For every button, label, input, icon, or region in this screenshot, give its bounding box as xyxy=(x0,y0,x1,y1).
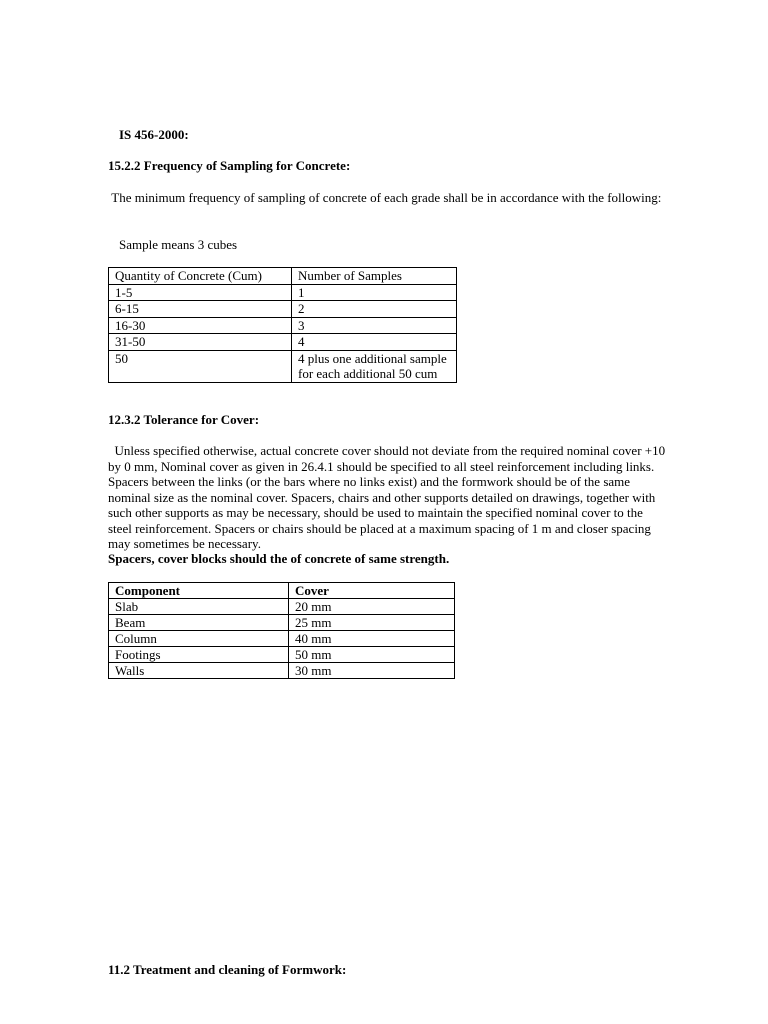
table-header-cell: Cover xyxy=(289,583,455,599)
table-cell: 1-5 xyxy=(109,284,292,301)
table-row xyxy=(109,317,457,334)
table-cell: Footings xyxy=(109,647,289,663)
table-row xyxy=(109,615,455,631)
table-cell: 3 xyxy=(292,317,457,334)
sampling-frequency-table xyxy=(108,267,457,383)
table-row xyxy=(109,599,455,615)
table-row xyxy=(109,350,457,382)
document-title: IS 456-2000: xyxy=(119,127,189,142)
table-cell: 4 xyxy=(292,334,457,351)
table-cell: 40 mm xyxy=(289,631,455,647)
table-row xyxy=(109,663,455,679)
table-header-row xyxy=(109,268,457,285)
sampling-frequency-heading: 15.2.2 Frequency of Sampling for Concrete: xyxy=(108,158,351,173)
table-cell: Walls xyxy=(109,663,289,679)
table-cell: 50 mm xyxy=(289,647,455,663)
table-row xyxy=(109,647,455,663)
cover-tolerance-heading: 12.3.2 Tolerance for Cover: xyxy=(108,412,260,427)
table-cell: Column xyxy=(109,631,289,647)
formwork-treatment-heading: 11.2 Treatment and cleaning of Formwork: xyxy=(108,962,347,977)
table-row xyxy=(109,334,457,351)
table-cell: 25 mm xyxy=(289,615,455,631)
table-cell: 4 plus one additional sample for each additional 50 cum xyxy=(292,350,457,382)
cover-table xyxy=(108,582,455,679)
sampling-frequency-intro xyxy=(108,190,668,206)
table-header-cell: Number of Samples xyxy=(292,268,457,285)
table-header-cell: Quantity of Concrete (Cum) xyxy=(109,268,292,285)
cover-tolerance-body xyxy=(108,443,668,552)
cover-tolerance-body-text: Unless specified otherwise, actual concrete cover should not deviate from the required nominal cover +10 by 0 mm, Nominal cover as given in 26.4.1 should be specified to all steel reinforcement including links. Spacers between the links (or the bars where no links exist) and the formwork should be of the same nominal size as the nominal cover. Spacers, chairs and other supports detailed on drawings, together with such other supports as may be necessary, should be used to maintain the specified nominal cover to the steel reinforcement. Spacers or chairs should be placed at a maximum spacing of 1 m and closer spacing may sometimes be necessary. xyxy=(108,443,666,551)
table-cell: 6-15 xyxy=(109,301,292,318)
table-cell: 30 mm xyxy=(289,663,455,679)
table-cell: 50 xyxy=(109,350,292,382)
table-cell: Slab xyxy=(109,599,289,615)
table-cell: 16-30 xyxy=(109,317,292,334)
table-row xyxy=(109,301,457,318)
sample-note: Sample means 3 cubes xyxy=(119,237,238,252)
table-cell: 2 xyxy=(292,301,457,318)
table-header-row xyxy=(109,583,455,599)
spacer-strength-note: Spacers, cover blocks should the of concrete of same strength. xyxy=(108,551,450,566)
table-cell: Beam xyxy=(109,615,289,631)
sampling-frequency-intro-text: The minimum frequency of sampling of concrete of each grade shall be in accordance with the following: xyxy=(111,190,662,205)
table-header-cell: Component xyxy=(109,583,289,599)
table-cell: 20 mm xyxy=(289,599,455,615)
table-row xyxy=(109,284,457,301)
table-cell: 31-50 xyxy=(109,334,292,351)
table-cell: 1 xyxy=(292,284,457,301)
table-row xyxy=(109,631,455,647)
